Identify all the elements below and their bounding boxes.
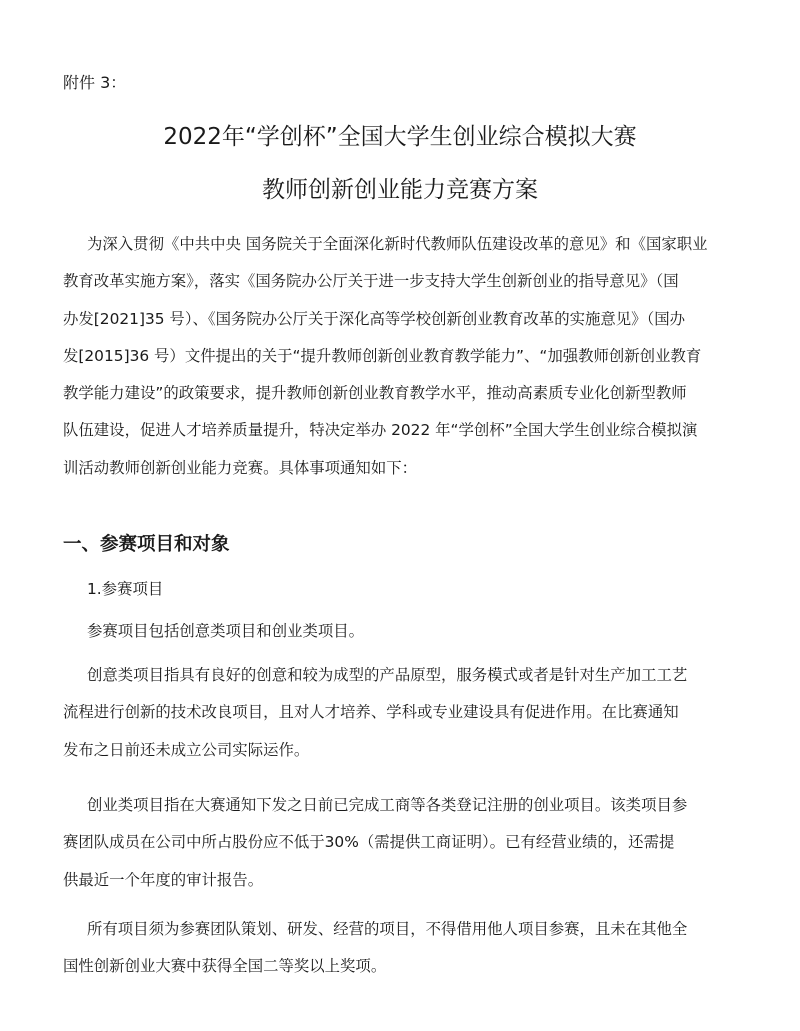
paragraph-line: 供最近一个年度的审计报告。 xyxy=(63,870,264,889)
paragraph-line: 为深入贯彻《中共中央 国务院关于全面深化新时代教师队伍建设改革的意见》和《国家职业 xyxy=(87,235,708,253)
paragraph-line: 参赛项目包括创意类项目和创业类项目。 xyxy=(87,622,365,640)
requirements-paragraph xyxy=(63,911,743,986)
paragraph-line: 队伍建设，促进人才培养质量提升，特决定举办 2022 年“学创杯”全国大学生创业综合模拟演 xyxy=(63,421,698,440)
startup-project-paragraph xyxy=(63,787,743,899)
creative-project-paragraph xyxy=(63,657,743,769)
paragraph-line: 创业类项目指在大赛通知下发之日前已完成工商等各类登记注册的创业项目。该类项目参 xyxy=(87,796,688,814)
paragraph-line: 发[2015]36 号）文件提出的关于“提升教师创新创业教育教学能力”、“加强教师创新创业教育 xyxy=(63,346,702,365)
paragraph-line: 创意类项目指具有良好的创意和较为成型的产品原型，服务模式或者是针对生产加工工艺 xyxy=(87,666,688,684)
paragraph-line: 训活动教师创新创业能力竞赛。具体事项通知如下： xyxy=(63,458,417,477)
paragraph-line: 国性创新创业大赛中获得全国二等奖以上奖项。 xyxy=(63,957,387,976)
intro-paragraph xyxy=(63,226,743,487)
paragraph-line: 赛团队成员在公司中所占股份应不低于30%（需提供工商证明）。已有经营业绩的，还需提 xyxy=(63,833,675,852)
paragraph-line: 教学能力建设”的政策要求，提升教师创新创业教育教学水平，推动高素质专业化创新型教师 xyxy=(63,384,687,403)
paragraph-line: 流程进行创新的技术改良项目，且对人才培养、学科或专业建设具有促进作用。在比赛通知 xyxy=(63,703,679,722)
section-heading: 一、参赛项目和对象 xyxy=(63,534,230,555)
paragraph-line: 所有项目须为参赛团队策划、研发、经营的项目，不得借用他人项目参赛，且未在其他全 xyxy=(87,920,688,938)
subsection-heading: 1.参赛项目 xyxy=(87,580,164,598)
paragraph-line: 办发[2021]35 号）、《国务院办公厅关于深化高等学校创新创业教育改革的实施意见》（国办 xyxy=(63,309,686,328)
document-title-line-2: 教师创新创业能力竞赛方案 xyxy=(262,177,538,203)
attachment-label: 附件 3： xyxy=(63,73,127,92)
project-types-paragraph xyxy=(63,613,743,650)
paragraph-line: 教育改革实施方案》，落实《国务院办公厅关于进一步支持大学生创新创业的指导意见》（国 xyxy=(63,272,679,291)
paragraph-line: 发布之日前还未成立公司实际运作。 xyxy=(63,740,310,759)
document-title-line-1: 2022年“学创杯”全国大学生创业综合模拟大赛 xyxy=(163,124,637,150)
